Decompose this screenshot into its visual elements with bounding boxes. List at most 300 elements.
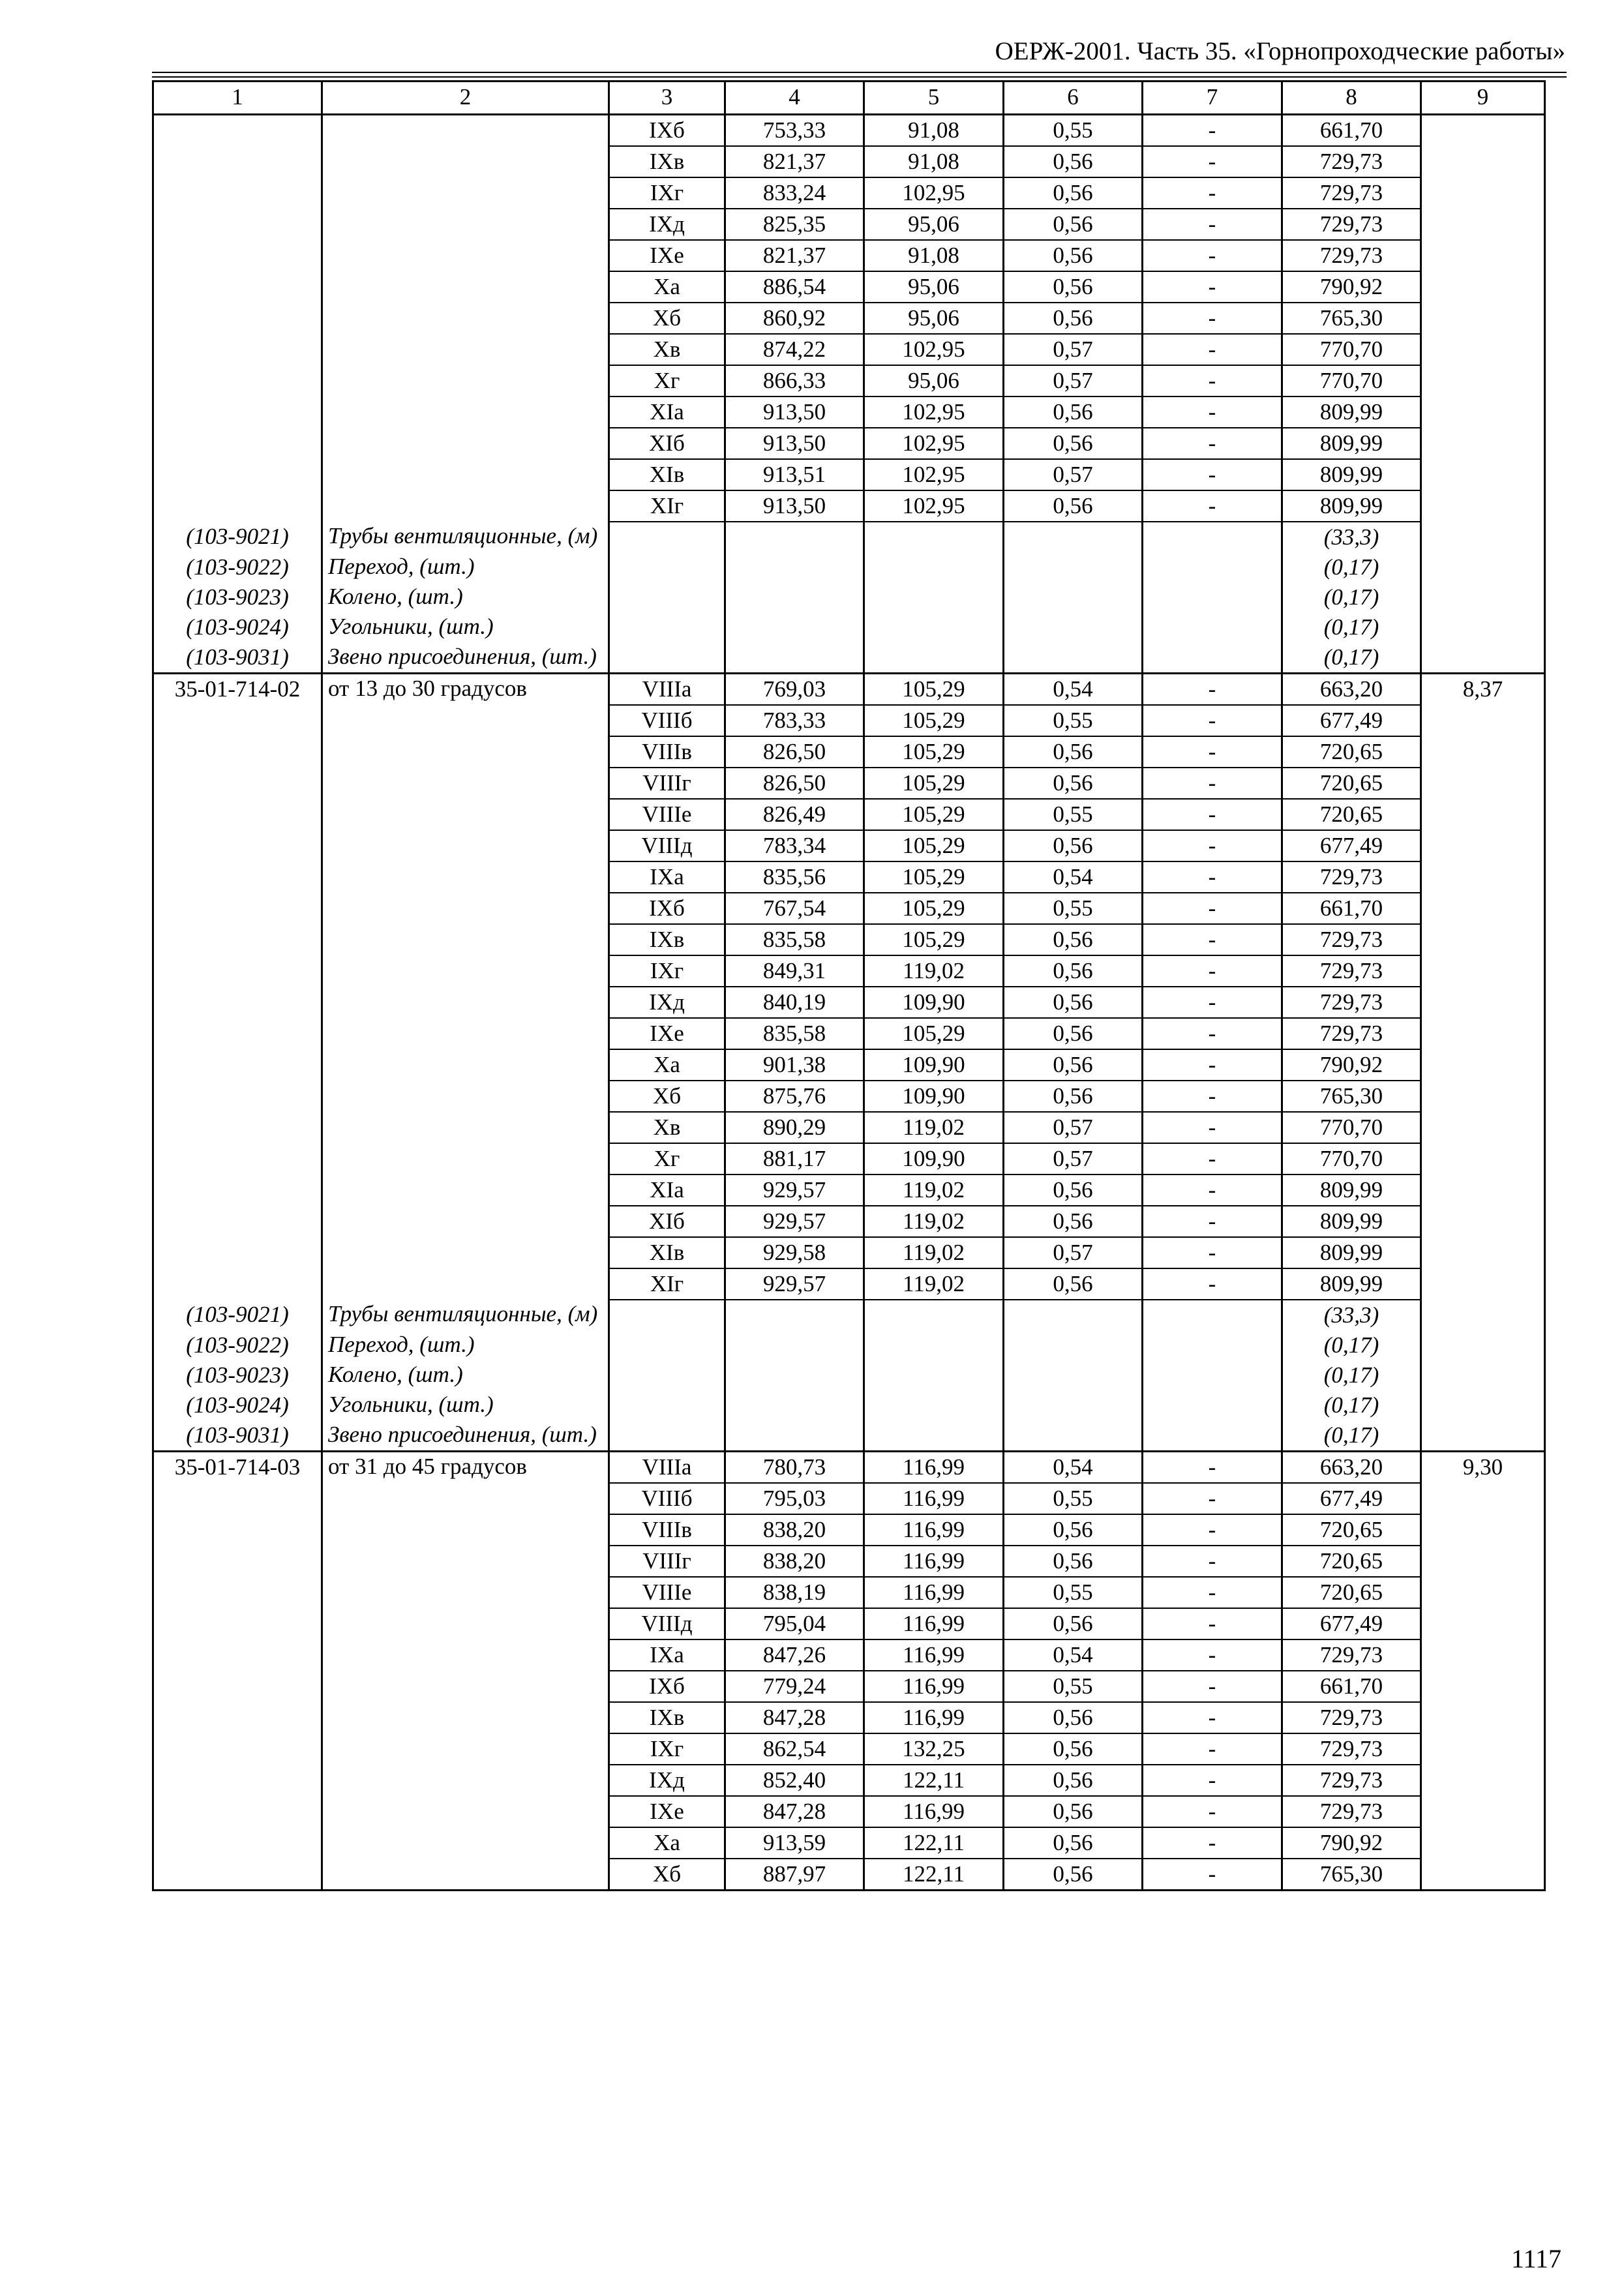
value-cell-col-4: 753,33 xyxy=(725,115,864,147)
empty-cell xyxy=(1004,1360,1143,1390)
value-cell-col-8: 809,99 xyxy=(1282,490,1421,522)
table-row xyxy=(153,1796,1545,1827)
row-code-cell xyxy=(153,1514,322,1546)
value-cell-col-4: 833,24 xyxy=(725,177,864,209)
header-rule xyxy=(152,72,1567,73)
empty-cell xyxy=(864,1330,1004,1360)
value-cell-col-3: Xв xyxy=(609,334,725,365)
col9-cell xyxy=(1421,1049,1545,1081)
material-row xyxy=(153,582,1545,612)
row-code-cell xyxy=(153,799,322,830)
value-cell-col-5: 116,99 xyxy=(864,1702,1004,1733)
empty-cell xyxy=(1421,1360,1545,1390)
value-cell-col-4: 875,76 xyxy=(725,1081,864,1112)
col9-cell: 8,37 xyxy=(1421,674,1545,706)
value-cell-col-5: 109,90 xyxy=(864,1143,1004,1174)
value-cell-col-3: Xг xyxy=(609,365,725,396)
value-cell-col-4: 849,31 xyxy=(725,955,864,987)
material-code: (103-9022) xyxy=(153,1330,322,1360)
col9-cell xyxy=(1421,1546,1545,1577)
value-cell-col-8: 770,70 xyxy=(1282,1143,1421,1174)
empty-cell xyxy=(1004,1420,1143,1452)
row-description-cell xyxy=(322,955,609,987)
value-cell-col-6: 0,56 xyxy=(1004,303,1143,334)
value-cell-col-7: - xyxy=(1143,1765,1282,1796)
value-cell-col-7: - xyxy=(1143,1796,1282,1827)
value-cell-col-8: 729,73 xyxy=(1282,146,1421,177)
table-row xyxy=(153,240,1545,271)
row-description-cell xyxy=(322,1143,609,1174)
value-cell-col-3: IXа xyxy=(609,861,725,893)
empty-cell xyxy=(1421,642,1545,674)
value-cell-col-4: 835,56 xyxy=(725,861,864,893)
value-cell-col-5: 91,08 xyxy=(864,115,1004,147)
column-header-4: 4 xyxy=(725,82,864,115)
material-code: (103-9031) xyxy=(153,1420,322,1452)
value-cell-col-7: - xyxy=(1143,396,1282,428)
col9-cell xyxy=(1421,768,1545,799)
column-header-9: 9 xyxy=(1421,82,1545,115)
empty-cell xyxy=(1143,1330,1282,1360)
table-row xyxy=(153,1859,1545,1891)
value-cell-col-3: VIIIг xyxy=(609,768,725,799)
value-cell-col-4: 826,50 xyxy=(725,768,864,799)
value-cell-col-6: 0,56 xyxy=(1004,768,1143,799)
row-code-cell: 35-01-714-02 xyxy=(153,674,322,706)
value-cell-col-5: 102,95 xyxy=(864,428,1004,459)
row-code-cell xyxy=(153,1174,322,1206)
col9-cell xyxy=(1421,1174,1545,1206)
value-cell-col-8: 729,73 xyxy=(1282,1765,1421,1796)
value-cell-col-6: 0,56 xyxy=(1004,240,1143,271)
material-quantity: (0,17) xyxy=(1282,1330,1421,1360)
table-row xyxy=(153,1112,1545,1143)
value-cell-col-7: - xyxy=(1143,428,1282,459)
value-cell-col-8: 765,30 xyxy=(1282,1081,1421,1112)
material-row xyxy=(153,1300,1545,1330)
col9-cell xyxy=(1421,240,1545,271)
material-code: (103-9024) xyxy=(153,612,322,642)
row-code-cell xyxy=(153,1483,322,1514)
value-cell-col-3: VIIIе xyxy=(609,799,725,830)
value-cell-col-4: 913,51 xyxy=(725,459,864,490)
value-cell-col-8: 677,49 xyxy=(1282,1608,1421,1639)
row-code-cell xyxy=(153,365,322,396)
row-code-cell xyxy=(153,490,322,522)
row-description-cell xyxy=(322,893,609,924)
value-cell-col-5: 116,99 xyxy=(864,1608,1004,1639)
col9-cell xyxy=(1421,177,1545,209)
row-code-cell xyxy=(153,1049,322,1081)
row-code-cell xyxy=(153,955,322,987)
row-description-cell xyxy=(322,1483,609,1514)
empty-cell xyxy=(609,1300,725,1330)
empty-cell xyxy=(864,552,1004,582)
empty-cell xyxy=(725,1420,864,1452)
value-cell-col-4: 847,26 xyxy=(725,1639,864,1671)
value-cell-col-3: Xг xyxy=(609,1143,725,1174)
value-cell-col-5: 119,02 xyxy=(864,1206,1004,1237)
empty-cell xyxy=(1143,1390,1282,1420)
row-code-cell xyxy=(153,459,322,490)
table-row xyxy=(153,1143,1545,1174)
value-cell-col-6: 0,55 xyxy=(1004,115,1143,147)
value-cell-col-3: VIIIв xyxy=(609,1514,725,1546)
value-cell-col-4: 835,58 xyxy=(725,1018,864,1049)
material-quantity: (0,17) xyxy=(1282,642,1421,674)
row-code-cell xyxy=(153,861,322,893)
row-description-cell xyxy=(322,1733,609,1765)
empty-cell xyxy=(864,1360,1004,1390)
value-cell-col-3: XIв xyxy=(609,459,725,490)
header-rule-second xyxy=(152,76,1567,78)
empty-cell xyxy=(609,522,725,552)
value-cell-col-6: 0,57 xyxy=(1004,1143,1143,1174)
value-cell-col-8: 720,65 xyxy=(1282,1546,1421,1577)
value-cell-col-3: XIа xyxy=(609,1174,725,1206)
empty-cell xyxy=(864,1300,1004,1330)
table-row xyxy=(153,1018,1545,1049)
value-cell-col-8: 809,99 xyxy=(1282,1174,1421,1206)
value-cell-col-5: 119,02 xyxy=(864,1237,1004,1268)
value-cell-col-8: 809,99 xyxy=(1282,1206,1421,1237)
empty-cell xyxy=(1004,642,1143,674)
row-description-cell xyxy=(322,799,609,830)
row-code-cell xyxy=(153,1796,322,1827)
empty-cell xyxy=(1143,642,1282,674)
col9-cell xyxy=(1421,1514,1545,1546)
value-cell-col-3: XIв xyxy=(609,1237,725,1268)
material-code: (103-9023) xyxy=(153,582,322,612)
table-row xyxy=(153,209,1545,240)
value-cell-col-4: 795,04 xyxy=(725,1608,864,1639)
value-cell-col-7: - xyxy=(1143,1174,1282,1206)
value-cell-col-4: 852,40 xyxy=(725,1765,864,1796)
row-description-cell xyxy=(322,830,609,861)
value-cell-col-6: 0,56 xyxy=(1004,1081,1143,1112)
empty-cell xyxy=(1004,1390,1143,1420)
row-code-cell xyxy=(153,1081,322,1112)
table-row xyxy=(153,303,1545,334)
value-cell-col-5: 91,08 xyxy=(864,240,1004,271)
row-description-cell xyxy=(322,490,609,522)
value-cell-col-5: 122,11 xyxy=(864,1827,1004,1859)
value-cell-col-6: 0,56 xyxy=(1004,146,1143,177)
row-description-cell xyxy=(322,705,609,736)
value-cell-col-6: 0,56 xyxy=(1004,1514,1143,1546)
value-cell-col-6: 0,56 xyxy=(1004,1049,1143,1081)
material-name: Колено, (шт.) xyxy=(322,1360,609,1390)
table-row xyxy=(153,396,1545,428)
table-row xyxy=(153,768,1545,799)
value-cell-col-4: 780,73 xyxy=(725,1452,864,1484)
material-name: Звено присоединения, (шт.) xyxy=(322,1420,609,1452)
col9-cell xyxy=(1421,893,1545,924)
value-cell-col-7: - xyxy=(1143,736,1282,768)
table-row xyxy=(153,365,1545,396)
row-description-cell xyxy=(322,987,609,1018)
value-cell-col-4: 862,54 xyxy=(725,1733,864,1765)
value-cell-col-4: 866,33 xyxy=(725,365,864,396)
value-cell-col-8: 729,73 xyxy=(1282,240,1421,271)
empty-cell xyxy=(1421,522,1545,552)
value-cell-col-5: 116,99 xyxy=(864,1671,1004,1702)
value-cell-col-8: 809,99 xyxy=(1282,459,1421,490)
table-row xyxy=(153,861,1545,893)
row-code-cell xyxy=(153,1733,322,1765)
table-row xyxy=(153,428,1545,459)
value-cell-col-7: - xyxy=(1143,1608,1282,1639)
value-cell-col-6: 0,56 xyxy=(1004,1702,1143,1733)
empty-cell xyxy=(609,552,725,582)
col9-cell xyxy=(1421,1268,1545,1300)
value-cell-col-8: 720,65 xyxy=(1282,1577,1421,1608)
value-cell-col-8: 770,70 xyxy=(1282,334,1421,365)
material-code: (103-9021) xyxy=(153,1300,322,1330)
row-code-cell xyxy=(153,271,322,303)
value-cell-col-8: 729,73 xyxy=(1282,1796,1421,1827)
row-description-cell xyxy=(322,115,609,147)
table-row xyxy=(153,1702,1545,1733)
empty-cell xyxy=(609,582,725,612)
value-cell-col-6: 0,55 xyxy=(1004,1483,1143,1514)
row-description-cell xyxy=(322,1514,609,1546)
empty-cell xyxy=(1421,1420,1545,1452)
value-cell-col-8: 809,99 xyxy=(1282,1237,1421,1268)
value-cell-col-7: - xyxy=(1143,271,1282,303)
value-cell-col-3: Xа xyxy=(609,271,725,303)
value-cell-col-7: - xyxy=(1143,1018,1282,1049)
material-code: (103-9023) xyxy=(153,1360,322,1390)
value-cell-col-6: 0,56 xyxy=(1004,490,1143,522)
row-description-cell xyxy=(322,365,609,396)
material-quantity: (33,3) xyxy=(1282,522,1421,552)
empty-cell xyxy=(725,1360,864,1390)
table-row xyxy=(153,830,1545,861)
value-cell-col-5: 116,99 xyxy=(864,1546,1004,1577)
value-cell-col-6: 0,56 xyxy=(1004,830,1143,861)
row-code-cell xyxy=(153,146,322,177)
col9-cell xyxy=(1421,1827,1545,1859)
column-header-5: 5 xyxy=(864,82,1004,115)
empty-cell xyxy=(1004,552,1143,582)
value-cell-col-8: 729,73 xyxy=(1282,1733,1421,1765)
row-description-cell xyxy=(322,209,609,240)
empty-cell xyxy=(725,1390,864,1420)
value-cell-col-3: Xб xyxy=(609,1081,725,1112)
value-cell-col-6: 0,56 xyxy=(1004,1827,1143,1859)
value-cell-col-8: 729,73 xyxy=(1282,177,1421,209)
value-cell-col-5: 116,99 xyxy=(864,1796,1004,1827)
row-description-cell: от 31 до 45 градусов xyxy=(322,1452,609,1484)
value-cell-col-4: 783,33 xyxy=(725,705,864,736)
row-description-cell xyxy=(322,428,609,459)
value-cell-col-7: - xyxy=(1143,799,1282,830)
table-row xyxy=(153,177,1545,209)
col9-cell xyxy=(1421,1702,1545,1733)
value-cell-col-6: 0,54 xyxy=(1004,1639,1143,1671)
value-cell-col-4: 821,37 xyxy=(725,240,864,271)
value-cell-col-3: IXб xyxy=(609,1671,725,1702)
value-cell-col-5: 119,02 xyxy=(864,1112,1004,1143)
value-cell-col-3: IXб xyxy=(609,893,725,924)
empty-cell xyxy=(1421,612,1545,642)
value-cell-col-7: - xyxy=(1143,1268,1282,1300)
value-cell-col-3: IXе xyxy=(609,240,725,271)
value-cell-col-8: 720,65 xyxy=(1282,768,1421,799)
empty-cell xyxy=(609,642,725,674)
column-header-1: 1 xyxy=(153,82,322,115)
material-name: Трубы вентиляционные, (м) xyxy=(322,522,609,552)
value-cell-col-8: 765,30 xyxy=(1282,1859,1421,1891)
empty-cell xyxy=(609,612,725,642)
row-description-cell xyxy=(322,736,609,768)
value-cell-col-7: - xyxy=(1143,1143,1282,1174)
empty-cell xyxy=(1004,1300,1143,1330)
value-cell-col-4: 887,97 xyxy=(725,1859,864,1891)
table-row xyxy=(153,1546,1545,1577)
value-cell-col-5: 116,99 xyxy=(864,1639,1004,1671)
row-description-cell xyxy=(322,1796,609,1827)
row-code-cell xyxy=(153,240,322,271)
value-cell-col-6: 0,54 xyxy=(1004,674,1143,706)
value-cell-col-4: 769,03 xyxy=(725,674,864,706)
row-code-cell xyxy=(153,1018,322,1049)
row-code-cell xyxy=(153,1206,322,1237)
empty-cell xyxy=(725,1330,864,1360)
value-cell-col-5: 105,29 xyxy=(864,924,1004,955)
value-cell-col-4: 847,28 xyxy=(725,1796,864,1827)
value-cell-col-5: 102,95 xyxy=(864,396,1004,428)
value-cell-col-4: 860,92 xyxy=(725,303,864,334)
value-cell-col-7: - xyxy=(1143,1483,1282,1514)
value-cell-col-6: 0,56 xyxy=(1004,987,1143,1018)
row-description-cell xyxy=(322,1268,609,1300)
material-name: Звено присоединения, (шт.) xyxy=(322,642,609,674)
row-code-cell xyxy=(153,1639,322,1671)
value-cell-col-7: - xyxy=(1143,1452,1282,1484)
row-code-cell xyxy=(153,768,322,799)
table-row xyxy=(153,1049,1545,1081)
value-cell-col-5: 116,99 xyxy=(864,1577,1004,1608)
col9-cell: 9,30 xyxy=(1421,1452,1545,1484)
value-cell-col-8: 770,70 xyxy=(1282,1112,1421,1143)
table-row xyxy=(153,1483,1545,1514)
empty-cell xyxy=(864,612,1004,642)
value-cell-col-6: 0,56 xyxy=(1004,1859,1143,1891)
value-cell-col-7: - xyxy=(1143,303,1282,334)
material-name: Переход, (шт.) xyxy=(322,1330,609,1360)
value-cell-col-4: 835,58 xyxy=(725,924,864,955)
material-code: (103-9022) xyxy=(153,552,322,582)
row-code-cell xyxy=(153,987,322,1018)
table-row xyxy=(153,1639,1545,1671)
value-cell-col-3: XIб xyxy=(609,1206,725,1237)
material-quantity: (0,17) xyxy=(1282,582,1421,612)
empty-cell xyxy=(609,1360,725,1390)
value-cell-col-6: 0,55 xyxy=(1004,893,1143,924)
value-cell-col-6: 0,56 xyxy=(1004,1206,1143,1237)
value-cell-col-7: - xyxy=(1143,1639,1282,1671)
value-cell-col-4: 826,49 xyxy=(725,799,864,830)
value-cell-col-8: 729,73 xyxy=(1282,955,1421,987)
rates-table xyxy=(152,80,1546,1891)
empty-cell xyxy=(609,1330,725,1360)
value-cell-col-5: 105,29 xyxy=(864,736,1004,768)
value-cell-col-4: 825,35 xyxy=(725,209,864,240)
value-cell-col-3: VIIIд xyxy=(609,830,725,861)
value-cell-col-3: Xв xyxy=(609,1112,725,1143)
col9-cell xyxy=(1421,428,1545,459)
row-description-cell xyxy=(322,1112,609,1143)
value-cell-col-8: 790,92 xyxy=(1282,1827,1421,1859)
material-row xyxy=(153,522,1545,552)
col9-cell xyxy=(1421,1859,1545,1891)
value-cell-col-3: IXв xyxy=(609,924,725,955)
empty-cell xyxy=(864,642,1004,674)
value-cell-col-7: - xyxy=(1143,490,1282,522)
empty-cell xyxy=(725,1300,864,1330)
empty-cell xyxy=(1143,612,1282,642)
value-cell-col-5: 95,06 xyxy=(864,209,1004,240)
col9-cell xyxy=(1421,1206,1545,1237)
value-cell-col-8: 809,99 xyxy=(1282,428,1421,459)
value-cell-col-8: 729,73 xyxy=(1282,1018,1421,1049)
empty-cell xyxy=(725,612,864,642)
row-description-cell: от 13 до 30 градусов xyxy=(322,674,609,706)
table-row xyxy=(153,1081,1545,1112)
empty-cell xyxy=(864,522,1004,552)
value-cell-col-7: - xyxy=(1143,674,1282,706)
value-cell-col-7: - xyxy=(1143,1206,1282,1237)
row-description-cell xyxy=(322,177,609,209)
material-quantity: (0,17) xyxy=(1282,552,1421,582)
value-cell-col-7: - xyxy=(1143,955,1282,987)
material-quantity: (0,17) xyxy=(1282,1390,1421,1420)
value-cell-col-8: 720,65 xyxy=(1282,1514,1421,1546)
value-cell-col-6: 0,55 xyxy=(1004,1671,1143,1702)
table-row xyxy=(153,146,1545,177)
value-cell-col-7: - xyxy=(1143,177,1282,209)
row-description-cell xyxy=(322,1174,609,1206)
row-description-cell xyxy=(322,1206,609,1237)
material-code: (103-9031) xyxy=(153,642,322,674)
material-row xyxy=(153,552,1545,582)
value-cell-col-6: 0,56 xyxy=(1004,209,1143,240)
value-cell-col-3: Xб xyxy=(609,1859,725,1891)
table-row xyxy=(153,1237,1545,1268)
value-cell-col-3: VIIIд xyxy=(609,1608,725,1639)
value-cell-col-3: XIа xyxy=(609,396,725,428)
value-cell-col-3: IXг xyxy=(609,955,725,987)
row-code-cell xyxy=(153,1112,322,1143)
value-cell-col-8: 790,92 xyxy=(1282,271,1421,303)
empty-cell xyxy=(1143,522,1282,552)
col9-cell xyxy=(1421,1081,1545,1112)
value-cell-col-6: 0,57 xyxy=(1004,459,1143,490)
row-description-cell xyxy=(322,240,609,271)
row-code-cell xyxy=(153,893,322,924)
value-cell-col-6: 0,56 xyxy=(1004,177,1143,209)
value-cell-col-8: 790,92 xyxy=(1282,1049,1421,1081)
table-row xyxy=(153,1174,1545,1206)
column-header-2: 2 xyxy=(322,82,609,115)
value-cell-col-6: 0,56 xyxy=(1004,1608,1143,1639)
material-quantity: (33,3) xyxy=(1282,1300,1421,1330)
col9-cell xyxy=(1421,334,1545,365)
value-cell-col-3: VIIIе xyxy=(609,1577,725,1608)
value-cell-col-6: 0,55 xyxy=(1004,705,1143,736)
